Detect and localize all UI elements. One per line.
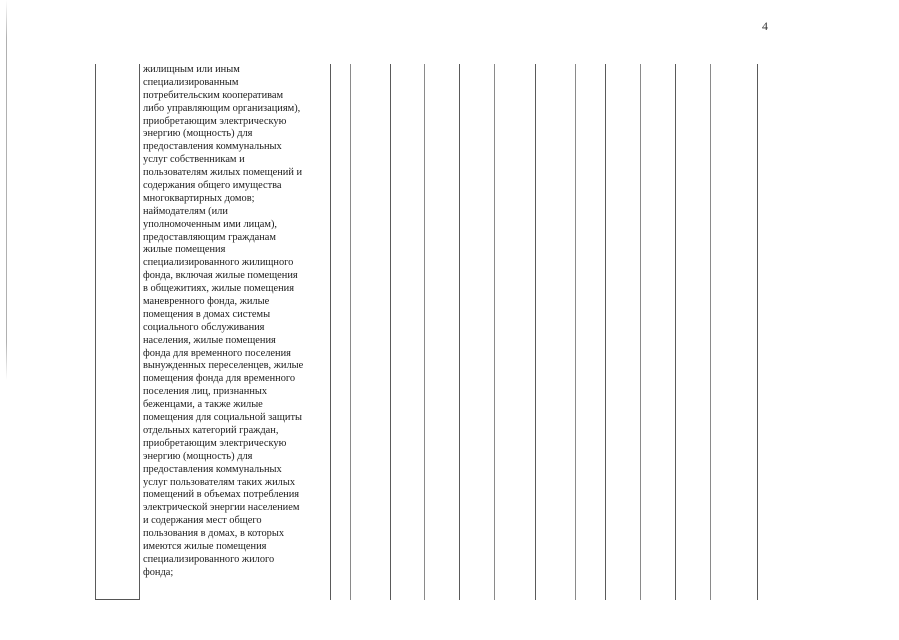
text-line: предоставления коммунальных [143, 141, 282, 153]
table-column-border [710, 64, 711, 600]
table-column-border [139, 64, 140, 600]
text-line: фонда, включая жилые помещения [143, 270, 298, 282]
text-line: предоставляющим гражданам [143, 231, 276, 243]
table-column-border [350, 64, 351, 600]
text-line: в общежитиях, жилые помещения [143, 283, 294, 295]
text-line: приобретающим электрическую [143, 437, 287, 449]
text-line: энергию (мощность) для [143, 450, 253, 462]
text-line: фонда; [143, 566, 174, 578]
text-line: наймодателям (или [143, 205, 228, 217]
text-line: социального обслуживания [143, 321, 265, 333]
table-cell-description [143, 64, 333, 580]
text-line: специализированного жилищного [143, 257, 294, 269]
text-line: пользователям жилых помещений и [143, 167, 303, 179]
text-line: помещений в объемах потребления [143, 489, 300, 501]
table-column-border [390, 64, 391, 600]
text-line: населения, жилые помещения [143, 334, 276, 346]
text-line: приобретающим электрическую [143, 115, 287, 127]
text-line: поселения лиц, признанных [143, 386, 268, 398]
text-line: вынужденных переселенцев, жилые [143, 360, 304, 372]
scan-edge-shadow [6, 0, 7, 380]
table-row-border [95, 599, 139, 600]
table-column-border [605, 64, 606, 600]
text-line: помещения для социальной защиты [143, 412, 302, 424]
text-line: услуг пользователям таких жилых [143, 476, 296, 488]
text-line: уполномоченным ими лицам), [143, 218, 278, 230]
table-column-border [95, 64, 96, 600]
table-column-border [459, 64, 460, 600]
text-line: имеются жилые помещения [143, 540, 267, 552]
text-line: содержания общего имущества [143, 180, 282, 192]
text-line: отдельных категорий граждан, [143, 424, 279, 436]
text-line: пользования в домах, в которых [143, 528, 285, 540]
text-line: специализированного жилого [143, 553, 275, 565]
text-line: и содержания мест общего [143, 515, 262, 527]
text-line: электрической энергии населением [143, 502, 300, 514]
text-line: помещения в домах системы [143, 308, 271, 320]
text-line: специализированным [143, 76, 239, 88]
table-column-border [535, 64, 536, 600]
text-line: фонда для временного поселения [143, 347, 291, 359]
text-line: помещения фонда для временного [143, 373, 296, 385]
text-line: предоставления коммунальных [143, 463, 282, 475]
text-line: жилые помещения [143, 244, 226, 256]
table-column-border [494, 64, 495, 600]
text-line: беженцами, а также жилые [143, 399, 263, 411]
table-column-border [575, 64, 576, 600]
text-line: услуг собственникам и [143, 154, 245, 166]
text-line: энергию (мощность) для [143, 128, 253, 140]
text-line: либо управляющим организациям), [143, 102, 301, 114]
text-line: потребительским кооперативам [143, 89, 284, 101]
text-line: жилищным или иным [143, 64, 240, 75]
table-column-border [640, 64, 641, 600]
text-line: многоквартирных домов; [143, 192, 255, 204]
table-column-border [424, 64, 425, 600]
table-column-border [675, 64, 676, 600]
text-line: маневренного фонда, жилые [143, 296, 270, 308]
table-column-border [757, 64, 758, 600]
page-number: 4 [762, 19, 768, 33]
